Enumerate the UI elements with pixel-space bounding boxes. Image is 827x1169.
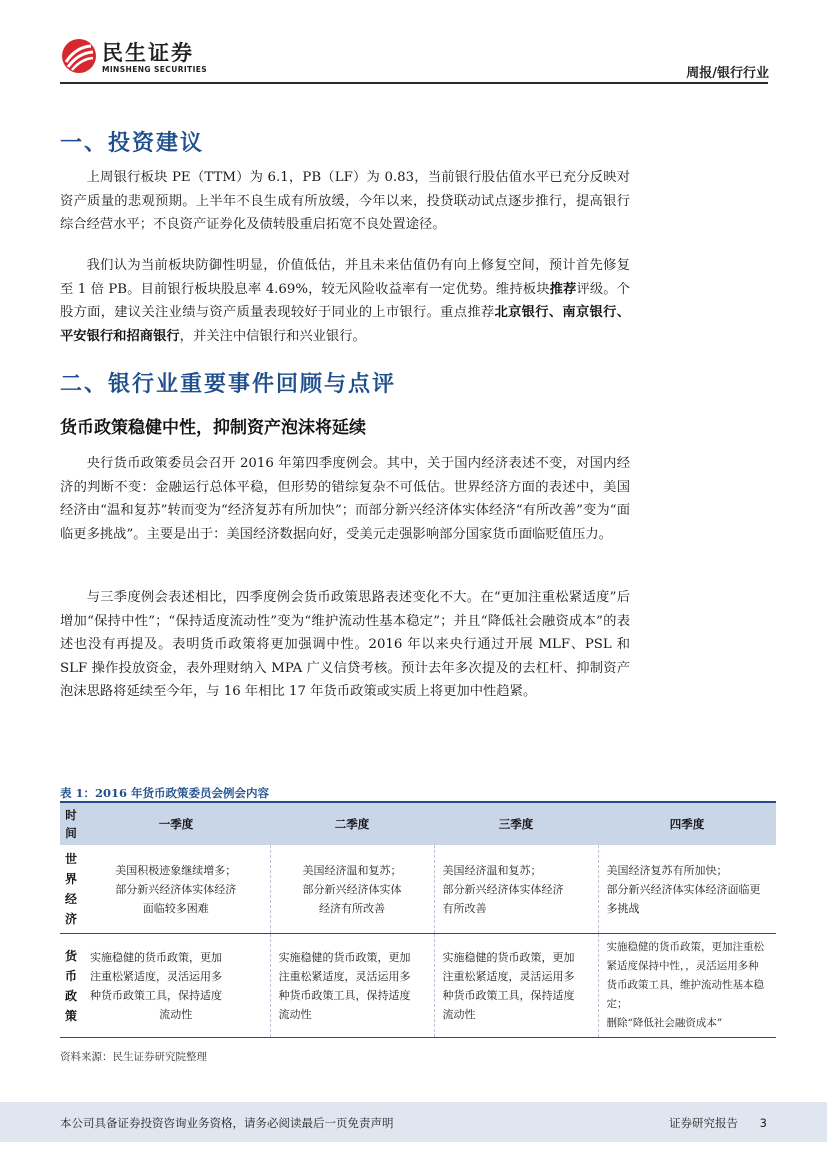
cell-line: 种货币政策工具，保持适度 (90, 988, 222, 1002)
cell-line: 注重松紧适度，灵活运用多 (90, 969, 222, 983)
cell-policy-q2 (270, 934, 434, 1038)
section-title-investment: 一、投资建议 (60, 131, 205, 156)
logo-emblem-icon (60, 37, 98, 75)
row-head-char: 政 (64, 988, 77, 1003)
header-q2: 二季度 (270, 802, 434, 845)
table-row-world-economy (60, 845, 776, 934)
cell-line: 实施稳健的货币政策，更加 (442, 950, 575, 964)
cell-line: 多挑战 (606, 901, 640, 915)
row-head-char: 策 (64, 1008, 77, 1023)
paragraph-recommendation (60, 254, 630, 348)
cell-line: 实施稳健的货币政策，更加 (278, 950, 411, 964)
cell-policy-q4 (598, 934, 776, 1038)
logo-text-cn: 民生证券 (102, 41, 194, 65)
policy-table (60, 801, 776, 1038)
cell-world-q1 (82, 845, 270, 934)
row-head-char: 货 (64, 948, 77, 963)
text-segment: 评级。个股方面，建议关注业绩与资产质量表现较好于同业的上市银行。重点推荐 (60, 281, 631, 320)
table-row-monetary-policy (60, 934, 776, 1038)
cell-line: 定； (606, 998, 628, 1010)
cell-line: 删除“降低社会融资成本” (606, 1017, 723, 1029)
cell-line: 有所改善 (442, 901, 487, 915)
paragraph-pboc-meeting: 央行货币政策委员会召开 2016 年第四季度例会。其中，关于国内经济表述不变，对国内经济的判断不变：金融运行总体平稳，但形势的错综复杂不可低估。世界经济方面的表述中，美国经济由“温和复苏”转而变为“经济复苏有所加快”；而部分新兴经济体实体经济“有所改善”变为“面临更多挑战”。主要是出于：美国经济数据向好，受美元走强影响部分国家货币面临贬值压力。 (60, 456, 630, 542)
section-title-events: 二、银行业重要事件回顾与点评 (60, 372, 397, 397)
cell-world-q3 (434, 845, 598, 934)
cell-line: 注重松紧适度，灵活运用多 (442, 969, 575, 983)
header-time (60, 802, 82, 845)
page-header (0, 0, 827, 82)
cell-line: 实施稳健的货币政策，更加 (90, 950, 222, 964)
table-header-row (60, 802, 776, 845)
cell-line: 部分新兴经济体实体 (302, 882, 402, 896)
row-head-char: 世 (64, 852, 77, 866)
logo-text-en: MINSHENG SECURITIES (102, 65, 208, 74)
paragraph-policy-comparison: 与三季度例会表述相比，四季度例会货币政策思路表述变化不大。在“更加注重松紧适度”后增加“保持中性”；“保持适度流动性”变为“维护流动性基本稳定”；并且“降低社会融资成本”的表述也没有再提及。表明货币政策将更加强调中性。2016 年以来央行通过开展 MLF、PSL 和 SLF 操作投放资金，表外理财纳入 MPA 广义信贷考核。预计去年多次提及的去杠杆、抑制资产泡沫思路将延续至今年，与 16 年相比 17 年货币政策或实质上将更加中性趋紧。 (60, 590, 630, 699)
header-char: 时 (65, 808, 77, 822)
cell-line: 紧适度保持中性，，灵活运用多种 (606, 960, 759, 972)
cell-world-q2 (270, 845, 434, 934)
bold-bank-list: 北京银行、南京银行、平安银行和招商银行 (60, 305, 630, 344)
cell-line: 实施稳健的货币政策，更加注重松 (606, 941, 764, 953)
cell-line: 美国经济温和复苏； (442, 863, 542, 877)
page-footer (0, 1102, 827, 1142)
cell-line: 经济有所改善 (319, 901, 385, 915)
text-segment: ，并关注中信银行和兴业银行。 (179, 328, 366, 344)
footer-right (651, 1115, 767, 1131)
header-q3: 三季度 (434, 802, 598, 845)
cell-line: 美国经济复苏有所加快； (606, 863, 728, 877)
subsection-title: 货币政策稳健中性，抑制资产泡沫将延续 (60, 418, 366, 438)
paragraph-valuation: 上周银行板块 PE（TTM）为 6.1，PB（LF）为 0.83，当前银行股估值水平已充分反映对资产质量的悲观预期。上半年不良生成有所放缓，今年以来，投贷联动试点逐步推行，提高银行综合经营水平；不良资产证券化及债转股重启拓宽不良处置途径。 (60, 170, 630, 232)
table-caption: 表 1：2016 年货币政策委员会例会内容 (60, 786, 270, 800)
row-head-char: 界 (64, 872, 77, 886)
cell-line: 货币政策工具，维护流动性基本稳 (606, 979, 764, 991)
footer-label: 证券研究报告 (669, 1116, 739, 1130)
text-segment: 我们认为当前板块防御性明显，价值低估，并且未来估值仍有向上修复空间，预计首先修复至 1 倍 PB。目前银行板块股息率 4.69%，较无风险收益率有一定优势。维持板块 (60, 258, 630, 297)
cell-line: 部分新兴经济体实体经济面临更 (606, 882, 761, 896)
row-head-char: 济 (64, 912, 77, 926)
cell-line: 面临较多困难 (142, 901, 209, 915)
row-head-monetary-policy (60, 934, 82, 1038)
header-q1: 一季度 (82, 802, 270, 845)
header-q4: 四季度 (598, 802, 776, 845)
header-char: 间 (65, 826, 77, 840)
table-source: 资料来源：民生证券研究院整理 (60, 1051, 207, 1063)
row-head-char: 经 (64, 892, 77, 906)
cell-line: 美国积极迹象继续增多； (115, 863, 237, 877)
cell-line: 流动性 (278, 1007, 312, 1021)
cell-line: 美国经济温和复苏； (302, 863, 402, 877)
cell-line: 注重松紧适度，灵活运用多 (278, 969, 411, 983)
cell-world-q4 (598, 845, 776, 934)
cell-line: 种货币政策工具，保持适度 (278, 988, 411, 1002)
footer-disclaimer: 本公司具备证券投资咨询业务资格，请务必阅读最后一页免责声明 (60, 1116, 394, 1130)
page-number: 3 (759, 1116, 767, 1130)
report-type: 周报/银行行业 (686, 66, 769, 81)
cell-line: 种货币政策工具，保持适度 (442, 988, 575, 1002)
cell-policy-q3 (434, 934, 598, 1038)
bold-recommend: 推荐 (549, 281, 577, 297)
cell-line: 流动性 (159, 1007, 193, 1021)
cell-policy-q1 (82, 934, 270, 1038)
minsheng-logo (60, 37, 210, 79)
cell-line: 部分新兴经济体实体经济 (115, 882, 237, 896)
cell-line: 流动性 (442, 1007, 476, 1021)
cell-line: 部分新兴经济体实体经济 (442, 882, 564, 896)
row-head-world-economy (60, 845, 82, 934)
header-divider (60, 82, 768, 84)
row-head-char: 币 (64, 968, 77, 983)
